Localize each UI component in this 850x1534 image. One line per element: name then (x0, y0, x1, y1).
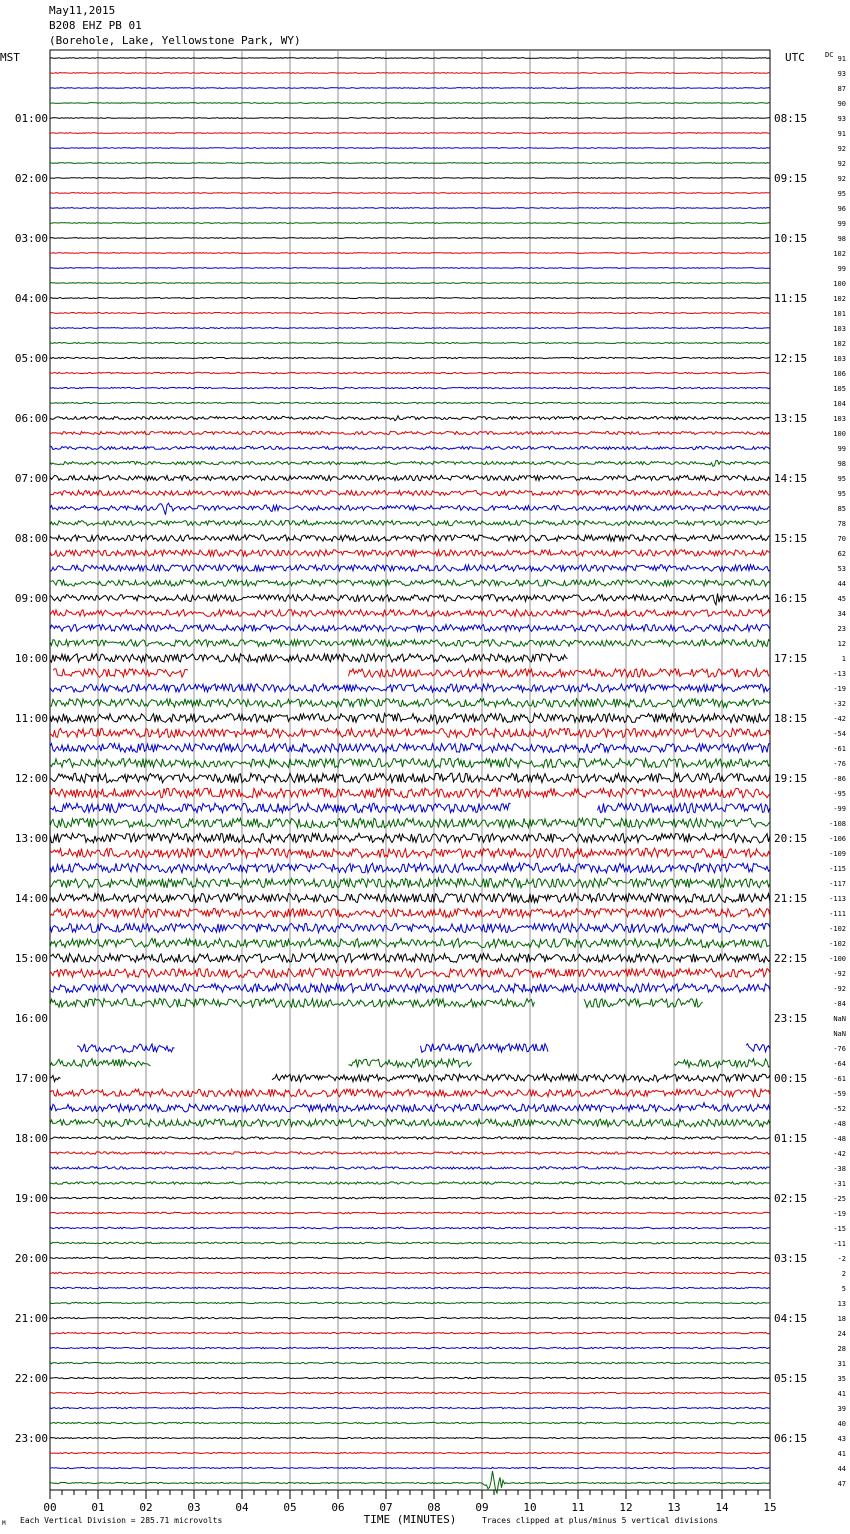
dc-offset-value: -38 (833, 1165, 846, 1173)
dc-offset-value: 5 (841, 1285, 846, 1293)
seismic-trace (50, 1302, 770, 1303)
utc-hour-label: 03:15 (774, 1252, 808, 1265)
seismic-trace (50, 402, 770, 403)
dc-offset-value: -76 (833, 1045, 846, 1053)
dc-offset-value: -61 (833, 745, 846, 753)
dc-offset-value: -92 (833, 970, 846, 978)
x-tick-label: 02 (139, 1501, 153, 1514)
mst-hour-label: 06:00 (14, 412, 48, 425)
x-tick-label: 08 (427, 1501, 441, 1514)
dc-offset-value: -11 (833, 1240, 846, 1248)
dc-offset-value: -76 (833, 760, 846, 768)
seismic-trace (50, 283, 770, 284)
dc-offset-value: 53 (837, 565, 846, 573)
dc-offset-value: -102 (829, 940, 846, 948)
dc-offset-value: 91 (837, 55, 846, 63)
seismic-trace (50, 758, 770, 767)
seismic-trace (50, 593, 770, 604)
seismic-trace (50, 73, 770, 74)
utc-hour-label: 08:15 (774, 112, 808, 125)
utc-hour-label: 12:15 (774, 352, 808, 365)
utc-hour-label: 10:15 (774, 232, 808, 245)
dc-offset-value: 12 (837, 640, 846, 648)
seismic-trace (50, 520, 770, 525)
seismic-trace (50, 460, 770, 466)
mst-hour-label: 12:00 (14, 772, 48, 785)
mst-hour-label: 22:00 (14, 1372, 48, 1385)
seismic-trace (50, 475, 770, 480)
dc-offset-value: NaN (833, 1015, 846, 1023)
dc-offset-value: 92 (837, 175, 846, 183)
dc-offset-value: -32 (833, 700, 846, 708)
x-axis-title: TIME (MINUTES) (363, 1513, 457, 1526)
plot-date: May11,2015 (49, 4, 116, 17)
scale-note: Each Vertical Division = 285.71 microvolts (20, 1516, 223, 1525)
utc-hour-label: 22:15 (774, 952, 808, 965)
dc-offset-value: 102 (833, 250, 846, 258)
seismic-trace (50, 1317, 770, 1318)
dc-offset-value: -117 (829, 880, 846, 888)
dc-offset-value: 95 (837, 190, 846, 198)
dc-offset-value: -42 (833, 715, 846, 723)
seismic-trace (50, 818, 770, 828)
seismic-trace (50, 535, 770, 541)
dc-offset-value: 39 (837, 1405, 846, 1413)
dc-offset-value: 90 (837, 100, 846, 108)
seismic-trace (50, 446, 770, 449)
seismic-trace (50, 1119, 770, 1127)
mst-axis-label: MST (0, 51, 20, 64)
x-tick-label: 12 (619, 1501, 633, 1514)
dc-offset-value: -59 (833, 1090, 846, 1098)
x-tick-label: 03 (187, 1501, 201, 1514)
dc-offset-value: -42 (833, 1150, 846, 1158)
seismic-trace (50, 503, 770, 515)
dc-offset-value: -25 (833, 1195, 846, 1203)
dc-offset-value: 18 (837, 1315, 846, 1323)
seismic-trace (50, 610, 770, 617)
corner-mark: M (2, 1520, 6, 1527)
dc-offset-value: 44 (837, 1465, 846, 1473)
dc-offset-value: -106 (829, 835, 846, 843)
seismic-trace (50, 788, 770, 798)
dc-offset-value: -19 (833, 1210, 846, 1218)
seismic-trace (50, 1332, 770, 1333)
dc-offset-value: 95 (837, 475, 846, 483)
seismic-trace (50, 357, 770, 358)
dc-offset-value: 31 (837, 1360, 846, 1368)
seismic-trace (50, 387, 770, 388)
seismic-trace (50, 565, 770, 571)
seismic-trace (50, 328, 770, 329)
mst-hour-label: 20:00 (14, 1252, 48, 1265)
dc-column-label: DC (825, 51, 834, 59)
utc-hour-label: 09:15 (774, 172, 808, 185)
dc-offset-value: 104 (833, 400, 846, 408)
seismic-trace (50, 1197, 770, 1199)
seismic-trace (50, 713, 770, 724)
x-tick-label: 10 (523, 1501, 537, 1514)
dc-offset-value: -2 (837, 1255, 846, 1263)
dc-offset-value: 99 (837, 265, 846, 273)
seismic-trace (50, 163, 770, 164)
dc-offset-value: 78 (837, 520, 846, 528)
seismic-trace (50, 878, 770, 888)
dc-offset-value: 1 (841, 655, 846, 663)
x-tick-label: 14 (715, 1501, 729, 1514)
mst-hour-label: 07:00 (14, 472, 48, 485)
mst-hour-label: 21:00 (14, 1312, 48, 1325)
dc-offset-value: -95 (833, 790, 846, 798)
utc-hour-label: 04:15 (774, 1312, 808, 1325)
seismic-trace (50, 431, 770, 434)
seismic-trace (50, 699, 770, 707)
seismic-trace (50, 416, 770, 421)
mst-hour-label: 01:00 (14, 112, 48, 125)
dc-offset-value: -100 (829, 955, 846, 963)
dc-offset-value: 2 (841, 1270, 846, 1278)
seismic-trace (50, 1257, 770, 1258)
dc-offset-value: 101 (833, 310, 846, 318)
dc-offset-value: -113 (829, 895, 846, 903)
dc-offset-value: 106 (833, 370, 846, 378)
seismic-trace (50, 490, 770, 495)
dc-offset-value: -52 (833, 1105, 846, 1113)
seismic-trace (50, 1152, 770, 1154)
seismic-trace (50, 1347, 770, 1348)
utc-hour-label: 01:15 (774, 1132, 808, 1145)
dc-offset-value: -31 (833, 1180, 846, 1188)
dc-offset-value: 45 (837, 595, 846, 603)
seismic-trace (50, 133, 770, 134)
seismic-trace (50, 1137, 770, 1139)
seismic-trace (50, 999, 770, 1008)
dc-offset-value: 43 (837, 1435, 846, 1443)
dc-offset-value: 102 (833, 340, 846, 348)
x-tick-label: 15 (763, 1501, 777, 1514)
x-tick-label: 09 (475, 1501, 489, 1514)
dc-offset-value: -48 (833, 1135, 846, 1143)
seismic-trace (50, 1167, 770, 1169)
mst-hour-label: 05:00 (14, 352, 48, 365)
dc-offset-value: 93 (837, 70, 846, 78)
dc-offset-value: -64 (833, 1060, 846, 1068)
dc-offset-value: -115 (829, 865, 846, 873)
dc-offset-value: 13 (837, 1300, 846, 1308)
seismic-trace (50, 1467, 770, 1468)
seismic-trace (50, 908, 770, 917)
x-tick-label: 11 (571, 1501, 585, 1514)
utc-hour-label: 02:15 (774, 1192, 808, 1205)
dc-offset-value: 103 (833, 355, 846, 363)
dc-offset-value: 41 (837, 1390, 846, 1398)
seismic-trace (50, 833, 770, 843)
dc-offset-value: 100 (833, 430, 846, 438)
dc-offset-value: 34 (837, 610, 846, 618)
seismic-trace (50, 313, 770, 314)
dc-offset-value: 105 (833, 385, 846, 393)
mst-hour-label: 13:00 (14, 832, 48, 845)
dc-offset-value: 95 (837, 490, 846, 498)
dc-offset-value: -108 (829, 820, 846, 828)
dc-offset-value: 100 (833, 280, 846, 288)
seismic-trace (50, 1089, 770, 1097)
dc-offset-value: -61 (833, 1075, 846, 1083)
utc-hour-label: 13:15 (774, 412, 808, 425)
seismic-trace (50, 58, 770, 59)
x-tick-label: 05 (283, 1501, 297, 1514)
dc-offset-value: 23 (837, 625, 846, 633)
dc-offset-value: 28 (837, 1345, 846, 1353)
seismic-trace (50, 580, 770, 586)
seismic-trace (50, 268, 770, 269)
seismic-trace (50, 654, 770, 662)
mst-hour-label: 23:00 (14, 1432, 48, 1445)
seismic-trace (53, 669, 770, 677)
seismic-trace (50, 1407, 770, 1408)
utc-hour-label: 16:15 (774, 592, 808, 605)
utc-hour-label: 21:15 (774, 892, 808, 905)
dc-offset-value: 92 (837, 160, 846, 168)
dc-offset-value: -13 (833, 670, 846, 678)
plot-frame (50, 50, 770, 1490)
dc-offset-value: 24 (837, 1330, 846, 1338)
dc-offset-value: 70 (837, 535, 846, 543)
utc-hour-label: 06:15 (774, 1432, 808, 1445)
seismic-trace (50, 118, 770, 119)
utc-axis-label: UTC (785, 51, 805, 64)
mst-hour-label: 18:00 (14, 1132, 48, 1145)
x-tick-label: 01 (91, 1501, 105, 1514)
seismic-trace (50, 938, 770, 947)
dc-offset-value: 99 (837, 220, 846, 228)
utc-hour-label: 14:15 (774, 472, 808, 485)
seismic-trace (50, 1362, 770, 1363)
seismic-trace (50, 640, 770, 647)
seismic-trace (50, 1422, 770, 1423)
dc-offset-value: -54 (833, 730, 846, 738)
x-tick-label: 13 (667, 1501, 681, 1514)
seismic-trace (50, 923, 770, 932)
clip-note: Traces clipped at plus/minus 5 vertical divisions (482, 1516, 719, 1525)
x-tick-label: 04 (235, 1501, 249, 1514)
seismic-trace (50, 1059, 770, 1068)
mst-hour-label: 02:00 (14, 172, 48, 185)
seismic-trace (50, 343, 770, 344)
dc-offset-value: -48 (833, 1120, 846, 1128)
dc-offset-value: -86 (833, 775, 846, 783)
utc-hour-label: 20:15 (774, 832, 808, 845)
x-tick-label: 06 (331, 1501, 345, 1514)
seismic-trace (50, 238, 770, 239)
seismic-trace (50, 1272, 770, 1273)
dc-offset-value: 102 (833, 295, 846, 303)
utc-hour-label: 18:15 (774, 712, 808, 725)
seismic-trace (50, 1377, 770, 1378)
seismic-trace (50, 208, 770, 209)
seismic-trace (50, 625, 770, 632)
seismic-trace (77, 1044, 770, 1053)
dc-offset-value: -15 (833, 1225, 846, 1233)
seismic-trace (50, 193, 770, 194)
station-id: B208 EHZ PB 01 (49, 19, 142, 32)
dc-offset-value: 103 (833, 415, 846, 423)
mst-hour-label: 09:00 (14, 592, 48, 605)
dc-offset-value: 91 (837, 130, 846, 138)
dc-offset-value: 96 (837, 205, 846, 213)
station-location: (Borehole, Lake, Yellowstone Park, WY) (49, 34, 301, 47)
mst-hour-label: 04:00 (14, 292, 48, 305)
seismic-trace (50, 1452, 770, 1453)
dc-offset-value: NaN (833, 1030, 846, 1038)
mst-hour-label: 08:00 (14, 532, 48, 545)
mst-hour-label: 03:00 (14, 232, 48, 245)
seismic-trace (50, 803, 770, 813)
seismic-trace (50, 148, 770, 149)
seismic-trace (50, 298, 770, 299)
seismic-trace (50, 1242, 770, 1244)
seismic-trace (50, 684, 770, 692)
x-tick-label: 07 (379, 1501, 393, 1514)
dc-offset-value: 93 (837, 115, 846, 123)
utc-hour-label: 05:15 (774, 1372, 808, 1385)
seismic-trace (50, 88, 770, 89)
seismic-trace (50, 1212, 770, 1214)
seismic-trace (50, 223, 770, 224)
dc-offset-value: 44 (837, 580, 846, 588)
seismic-trace (50, 550, 770, 556)
mst-hour-label: 11:00 (14, 712, 48, 725)
dc-offset-value: 103 (833, 325, 846, 333)
seismic-trace (50, 969, 770, 978)
dc-offset-value: -109 (829, 850, 846, 858)
seismic-trace (50, 848, 770, 858)
utc-hour-label: 17:15 (774, 652, 808, 665)
x-tick-label: 00 (43, 1501, 57, 1514)
dc-offset-value: 62 (837, 550, 846, 558)
dc-offset-value: -111 (829, 910, 846, 918)
seismic-trace (50, 1103, 770, 1112)
mst-hour-label: 10:00 (14, 652, 48, 665)
seismic-trace (50, 954, 770, 963)
utc-hour-label: 23:15 (774, 1012, 808, 1025)
mst-hour-label: 14:00 (14, 892, 48, 905)
dc-offset-value: 41 (837, 1450, 846, 1458)
dc-offset-value: 87 (837, 85, 846, 93)
mst-hour-label: 19:00 (14, 1192, 48, 1205)
seismic-trace (50, 1182, 770, 1184)
utc-hour-label: 19:15 (774, 772, 808, 785)
utc-hour-label: 11:15 (774, 292, 808, 305)
seismic-trace (50, 1074, 770, 1082)
dc-offset-value: 35 (837, 1375, 846, 1383)
seismic-trace (50, 773, 770, 783)
seismic-trace (50, 863, 770, 873)
seismic-trace (50, 728, 770, 737)
seismic-trace (50, 984, 770, 993)
seismic-trace (50, 372, 770, 373)
seismic-trace (50, 1227, 770, 1229)
dc-offset-value: 98 (837, 460, 846, 468)
dc-offset-value: -99 (833, 805, 846, 813)
seismic-trace (50, 1392, 770, 1393)
mst-hour-label: 16:00 (14, 1012, 48, 1025)
seismic-trace (50, 743, 770, 753)
utc-hour-label: 15:15 (774, 532, 808, 545)
seismic-trace (50, 103, 770, 104)
dc-offset-value: 92 (837, 145, 846, 153)
dc-offset-value: -92 (833, 985, 846, 993)
seismic-trace (50, 253, 770, 254)
dc-offset-value: 99 (837, 445, 846, 453)
mst-hour-label: 17:00 (14, 1072, 48, 1085)
seismic-trace (50, 178, 770, 179)
dc-offset-value: -19 (833, 685, 846, 693)
seismic-trace (50, 1287, 770, 1288)
mst-hour-label: 15:00 (14, 952, 48, 965)
dc-offset-value: 85 (837, 505, 846, 513)
dc-offset-value: 98 (837, 235, 846, 243)
utc-hour-label: 00:15 (774, 1072, 808, 1085)
dc-offset-value: 40 (837, 1420, 846, 1428)
dc-offset-value: -84 (833, 1000, 846, 1008)
dc-offset-value: 47 (837, 1480, 846, 1488)
seismic-trace (50, 893, 770, 902)
dc-offset-value: -102 (829, 925, 846, 933)
seismic-trace (50, 1437, 770, 1438)
